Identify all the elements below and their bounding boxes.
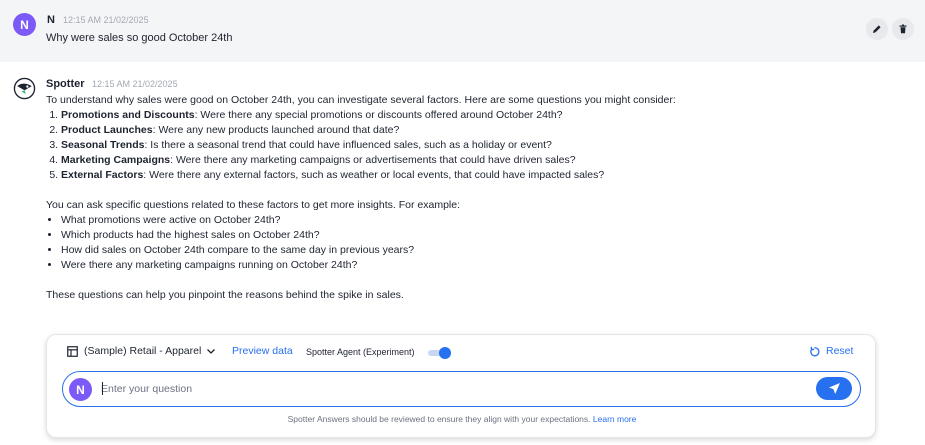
disclaimer: [47, 414, 877, 424]
spotter-agent-toggle[interactable]: [428, 347, 451, 359]
factor-item: 3. Seasonal Trends: Is there a seasonal trend that could have influenced sales, such as a holiday or event?: [61, 138, 906, 153]
delete-message-button[interactable]: [892, 18, 914, 40]
bot-name: Spotter: [46, 78, 85, 90]
spotter-agent-label: Spotter Agent (Experiment): [306, 347, 415, 357]
reset-icon: [809, 346, 820, 357]
example-question: • Which products had the highest sales on October 24th?: [61, 228, 906, 243]
reset-button[interactable]: [809, 345, 853, 357]
user-avatar: N: [13, 13, 36, 36]
spotter-avatar-icon: [13, 77, 36, 100]
question-composer: [46, 334, 876, 438]
bot-timestamp: 12:15 AM 21/02/2025: [92, 79, 178, 89]
user-message: [0, 0, 925, 62]
example-question: • Were there any marketing campaigns running on October 24th?: [61, 258, 906, 273]
chevron-down-icon: [206, 347, 216, 355]
text-caret: [102, 382, 103, 395]
question-input-box: [62, 371, 861, 407]
user-name: N: [47, 14, 55, 26]
send-icon: [828, 382, 841, 395]
composer-avatar: N: [69, 378, 92, 401]
factor-item: 1. Promotions and Discounts: Were there any special promotions or discounts offered around October 24th?: [61, 108, 906, 123]
factor-item: 2. Product Launches: Were any new products launched around that date?: [61, 123, 906, 138]
bot-intro: To understand why sales were good on October 24th, you can investigate several factors. Here are some questions you might consider:: [46, 94, 676, 106]
learn-more-link[interactable]: Learn more: [592, 414, 637, 424]
pencil-icon: [872, 24, 882, 34]
factor-item: 4. Marketing Campaigns: Were there any marketing campaigns or advertisements that could have driven sales?: [61, 153, 906, 168]
trash-icon: [898, 24, 908, 34]
bot-closing: These questions can help you pinpoint the reasons behind the spike in sales.: [46, 289, 404, 301]
question-input[interactable]: [101, 380, 811, 398]
factor-item: 5. External Factors: Were there any external factors, such as weather or local events, that could have impacted sales?: [61, 168, 906, 183]
reset-label: Reset: [826, 345, 854, 357]
table-icon: [67, 346, 78, 357]
examples-intro: You can ask specific questions related to these factors to get more insights. For example:: [46, 199, 460, 211]
example-question-list: [46, 213, 906, 273]
example-question: • How did sales on October 24th compare to the same day in previous years?: [61, 243, 906, 258]
preview-data-link[interactable]: Preview data: [232, 345, 293, 357]
dataset-selector[interactable]: [67, 345, 216, 357]
factor-list: [46, 108, 906, 183]
user-timestamp: 12:15 AM 21/02/2025: [63, 15, 149, 25]
edit-message-button[interactable]: [866, 18, 888, 40]
disclaimer-text: Spotter Answers should be reviewed to ensure they align with your expectations.: [287, 414, 591, 424]
send-button[interactable]: [816, 377, 852, 400]
user-message-text: Why were sales so good October 24th: [46, 32, 233, 44]
example-question: • What promotions were active on October 24th?: [61, 213, 906, 228]
dataset-name: (Sample) Retail - Apparel: [84, 345, 202, 357]
bot-message-body: [46, 93, 906, 303]
